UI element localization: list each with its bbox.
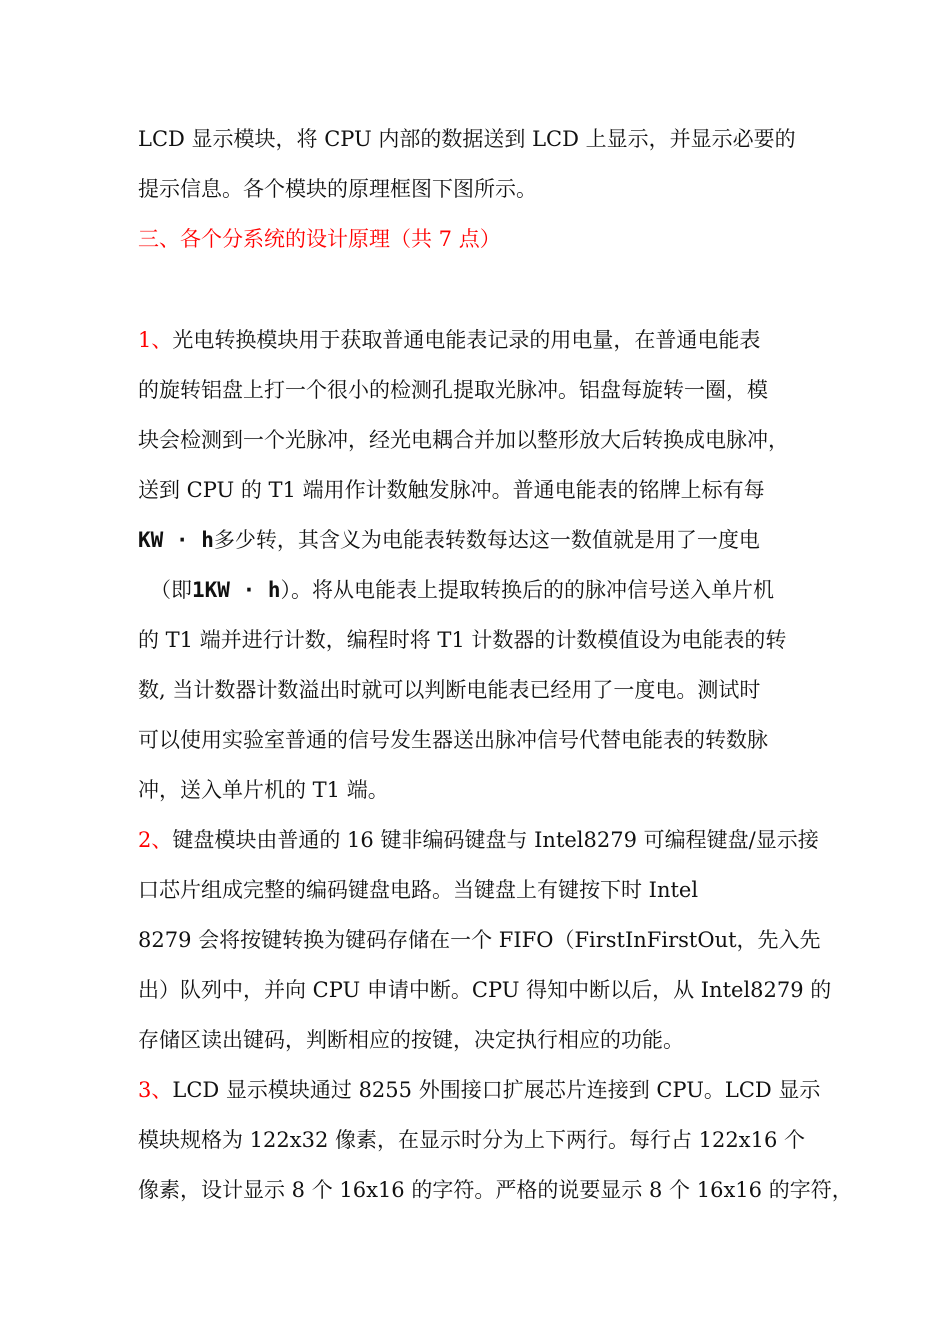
item1-text-5: 多少转，其含义为电能表转数每达这一数值就是用了一度电 [213, 528, 760, 552]
item2-line-5: 存储区读出键码，判断相应的按键，决定执行相应的功能。 [138, 1028, 684, 1052]
item3-line-1 [138, 1075, 820, 1105]
item1-number: 1、 [138, 328, 173, 352]
item1-text-6a: （即 [150, 578, 192, 602]
item1-line-10: 冲，送入单片机的 T1 端。 [138, 778, 389, 802]
item1-unit-1kwh: 1KW · h [192, 578, 281, 602]
item1-line-4: 送到 CPU 的 T1 端用作计数触发脉冲。普通电能表的铭牌上标有每 [138, 478, 765, 502]
item1-line-7: 的 T1 端并进行计数，编程时将 T1 计数器的计数模值设为电能表的转 [138, 628, 787, 652]
intro-line-2: 提示信息。各个模块的原理框图下图所示。 [138, 177, 537, 201]
item2-number: 2、 [138, 828, 173, 852]
item1-unit-kwh: KW · h [138, 528, 214, 552]
item3-line-2: 模块规格为 122x32 像素，在显示时分为上下两行。每行占 122x16 个 [138, 1128, 805, 1152]
item2-line-2: 口芯片组成完整的编码键盘电路。当键盘上有键按下时 Intel [138, 878, 699, 902]
item2-line-4: 出）队列中，并向 CPU 申请中断。CPU 得知中断以后，从 Intel8279 的 [138, 978, 832, 1002]
item1-text-6b: ）。将从电能表上提取转换后的的脉冲信号送入单片机 [280, 578, 775, 602]
item3-number: 3、 [138, 1078, 173, 1102]
item1-text-1: 光电转换模块用于获取普通电能表记录的用电量，在普通电能表 [172, 328, 761, 352]
item1-line-1 [138, 325, 760, 355]
item3-line-3: 像素，设计显示 8 个 16x16 的字符。严格的说要显示 8 个 16x16 的字符， [138, 1178, 853, 1202]
item3-text-1: LCD 显示模块通过 8255 外围接口扩展芯片连接到 CPU。LCD 显示 [172, 1078, 821, 1102]
item2-text-1: 键盘模块由普通的 16 键非编码键盘与 Intel8279 可编程键盘/显示接 [172, 828, 819, 852]
item1-line-9: 可以使用实验室普通的信号发生器送出脉冲信号代替电能表的转数脉 [138, 728, 768, 752]
item1-line-2: 的旋转铝盘上打一个很小的检测孔提取光脉冲。铝盘每旋转一圈，模 [138, 378, 768, 402]
item1-line-5 [138, 525, 760, 555]
item1-line-3: 块会检测到一个光脉冲，经光电耦合并加以整形放大后转换成电脉冲， [138, 428, 789, 452]
item1-line-6 [150, 575, 774, 605]
intro-line-1: LCD 显示模块，将 CPU 内部的数据送到 LCD 上显示，并显示必要的 [138, 127, 796, 151]
section-heading: 三、各个分系统的设计原理（共 7 点） [138, 227, 501, 251]
item2-line-1 [138, 825, 819, 855]
item2-line-3: 8279 会将按键转换为键码存储在一个 FIFO（FirstInFirstOut，先入先 [138, 928, 821, 952]
item1-line-8: 数, 当计数器计数溢出时就可以判断电能表已经用了一度电。测试时 [138, 678, 761, 702]
